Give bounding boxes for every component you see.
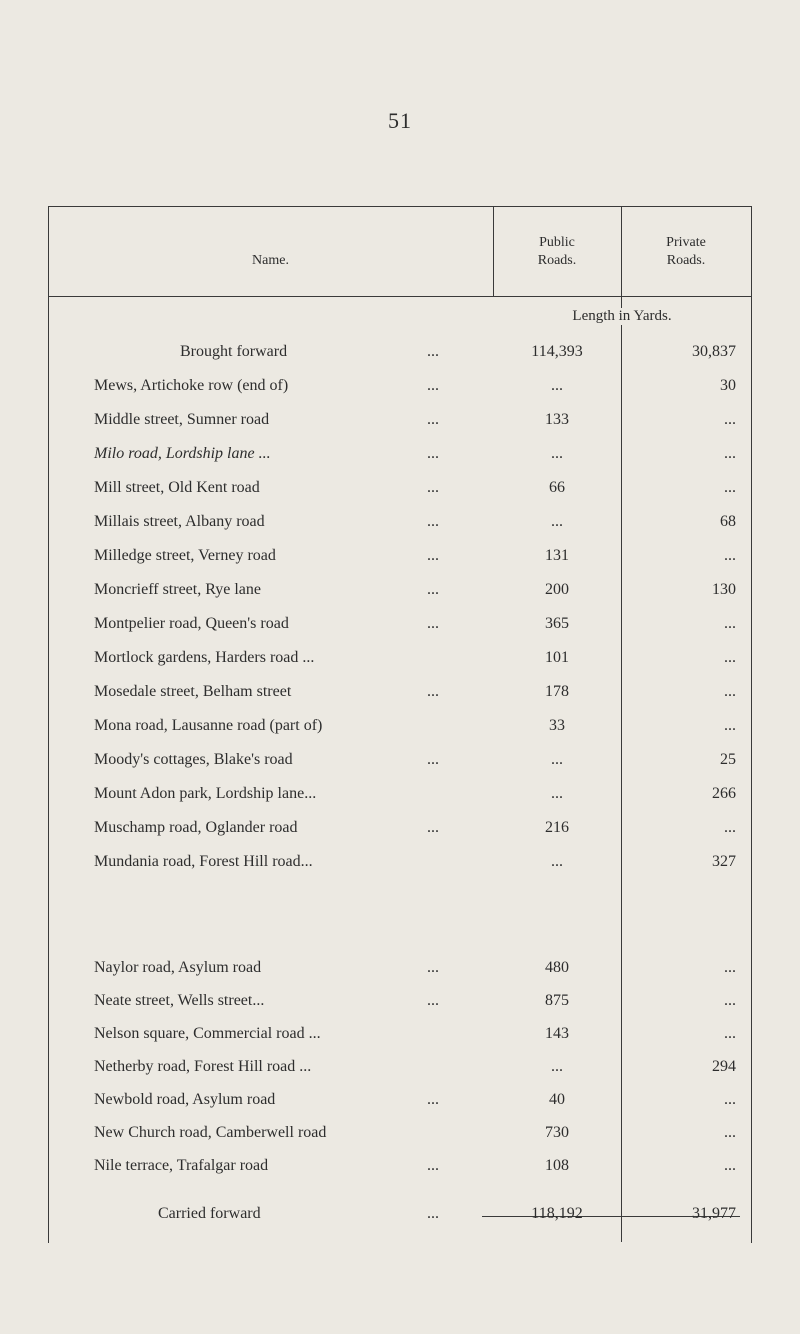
- table-row: [0, 1087, 800, 1113]
- header-public-line2: Roads.: [537, 253, 577, 268]
- row-dots: ...: [427, 992, 439, 1009]
- row-public: 131: [545, 547, 569, 564]
- row-name: Moody's cottages, Blake's road: [94, 751, 293, 768]
- table-row: [0, 543, 800, 569]
- row-dots: ...: [427, 581, 439, 598]
- row-private: 25: [720, 751, 736, 768]
- row-dots: ...: [427, 445, 439, 462]
- row-name: Milo road, Lordship lane ...: [94, 445, 271, 462]
- header-private-roads: [621, 234, 751, 270]
- table-row: [0, 849, 800, 875]
- row-public: 200: [545, 581, 569, 598]
- row-private: 294: [712, 1058, 736, 1075]
- units-label: Length in Yards.: [493, 308, 751, 325]
- row-dots: ...: [427, 513, 439, 530]
- row-private: 266: [712, 785, 736, 802]
- row-private: 30: [720, 377, 736, 394]
- row-private: 30,837: [692, 343, 736, 360]
- row-private: ...: [724, 1157, 736, 1174]
- table-row: [0, 1054, 800, 1080]
- row-public: 178: [545, 683, 569, 700]
- row-name: New Church road, Camberwell road: [94, 1124, 327, 1141]
- row-dots: ...: [427, 819, 439, 836]
- row-name: Mosedale street, Belham street: [94, 683, 292, 700]
- row-name: Millais street, Albany road: [94, 513, 265, 530]
- table-row: [0, 407, 800, 433]
- row-public: 216: [545, 819, 569, 836]
- header-public-roads: [493, 234, 621, 270]
- total-public: 118,192: [531, 1205, 583, 1222]
- row-private: 130: [712, 581, 736, 598]
- row-private: ...: [724, 819, 736, 836]
- table-row: [0, 988, 800, 1014]
- row-private: ...: [724, 649, 736, 666]
- table-row: [0, 679, 800, 705]
- table-row: [0, 815, 800, 841]
- row-private: ...: [724, 717, 736, 734]
- row-name: Nile terrace, Trafalgar road: [94, 1157, 269, 1174]
- row-name: Nelson square, Commercial road ...: [94, 1025, 321, 1042]
- table-row: [0, 955, 800, 981]
- row-name: Neate street, Wells street...: [94, 992, 265, 1009]
- table-row: [0, 747, 800, 773]
- total-dots: ...: [427, 1205, 439, 1222]
- row-name: Moncrieff street, Rye lane: [94, 581, 261, 598]
- row-public: 480: [545, 959, 569, 976]
- table-row: [0, 713, 800, 739]
- row-public: 143: [545, 1025, 569, 1042]
- table-row: [0, 577, 800, 603]
- row-public: ...: [551, 513, 563, 530]
- row-dots: ...: [427, 343, 439, 360]
- total-private: 31,977: [692, 1205, 736, 1222]
- row-private: ...: [724, 992, 736, 1009]
- row-public: ...: [551, 785, 563, 802]
- row-private: ...: [724, 547, 736, 564]
- row-name: Netherby road, Forest Hill road ...: [94, 1058, 312, 1075]
- row-private: ...: [724, 1025, 736, 1042]
- table-row: [0, 781, 800, 807]
- row-private: ...: [724, 959, 736, 976]
- table-row: [0, 1021, 800, 1047]
- row-dots: ...: [427, 615, 439, 632]
- row-dots: ...: [427, 411, 439, 428]
- table-row: [0, 611, 800, 637]
- table-row: [0, 509, 800, 535]
- row-dots: ...: [427, 1157, 439, 1174]
- row-public: ...: [551, 1058, 563, 1075]
- row-public: 133: [545, 411, 569, 428]
- row-name: Naylor road, Asylum road: [94, 959, 262, 976]
- row-name: Mill street, Old Kent road: [94, 479, 260, 496]
- header-rule: [48, 296, 752, 297]
- row-private: 327: [712, 853, 736, 870]
- row-dots: ...: [427, 959, 439, 976]
- row-private: ...: [724, 683, 736, 700]
- row-public: 875: [545, 992, 569, 1009]
- row-name: Newbold road, Asylum road: [94, 1091, 276, 1108]
- row-dots: ...: [427, 1091, 439, 1108]
- table-row-carried-forward: [0, 1201, 800, 1227]
- page-number: 51: [388, 108, 412, 133]
- row-public: ...: [551, 751, 563, 768]
- row-private: ...: [724, 615, 736, 632]
- row-name: Middle street, Sumner road: [94, 411, 270, 428]
- row-name: Mundania road, Forest Hill road...: [94, 853, 313, 870]
- table-row: [0, 1153, 800, 1179]
- row-dots: ...: [427, 377, 439, 394]
- row-public: 365: [545, 615, 569, 632]
- row-public: 66: [549, 479, 565, 496]
- row-public: 108: [545, 1157, 569, 1174]
- row-private: ...: [724, 479, 736, 496]
- row-name: Muschamp road, Oglander road: [94, 819, 298, 836]
- table-row: [0, 475, 800, 501]
- table-row-brought-forward: [0, 339, 800, 365]
- row-public: ...: [551, 445, 563, 462]
- row-public: 33: [549, 717, 565, 734]
- row-private: ...: [724, 411, 736, 428]
- row-private: ...: [724, 1124, 736, 1141]
- row-public: 101: [545, 649, 569, 666]
- row-name: Montpelier road, Queen's road: [94, 615, 289, 632]
- row-public: ...: [551, 853, 563, 870]
- row-public: 114,393: [531, 343, 583, 360]
- table-row: [0, 1120, 800, 1146]
- header-public-line1: Public: [539, 235, 575, 250]
- row-name: Mona road, Lausanne road (part of): [94, 717, 323, 734]
- total-name: Carried forward: [158, 1205, 261, 1222]
- row-dots: ...: [427, 547, 439, 564]
- header-name: Name.: [252, 253, 289, 268]
- row-name: Brought forward: [180, 343, 288, 360]
- row-private: 68: [720, 513, 736, 530]
- row-dots: ...: [427, 751, 439, 768]
- table-row: [0, 645, 800, 671]
- row-public: 40: [549, 1091, 565, 1108]
- row-name: Mews, Artichoke row (end of): [94, 377, 289, 394]
- header-private-line1: Private: [666, 235, 706, 250]
- table-row: [0, 373, 800, 399]
- row-public: ...: [551, 377, 563, 394]
- header-private-line2: Roads.: [666, 253, 706, 268]
- row-dots: ...: [427, 683, 439, 700]
- row-name: Mortlock gardens, Harders road ...: [94, 649, 315, 666]
- row-name: Mount Adon park, Lordship lane...: [94, 785, 317, 802]
- row-private: ...: [724, 1091, 736, 1108]
- row-dots: ...: [427, 479, 439, 496]
- row-name: Milledge street, Verney road: [94, 547, 276, 564]
- row-public: 730: [545, 1124, 569, 1141]
- table-row: [0, 441, 800, 467]
- row-private: ...: [724, 445, 736, 462]
